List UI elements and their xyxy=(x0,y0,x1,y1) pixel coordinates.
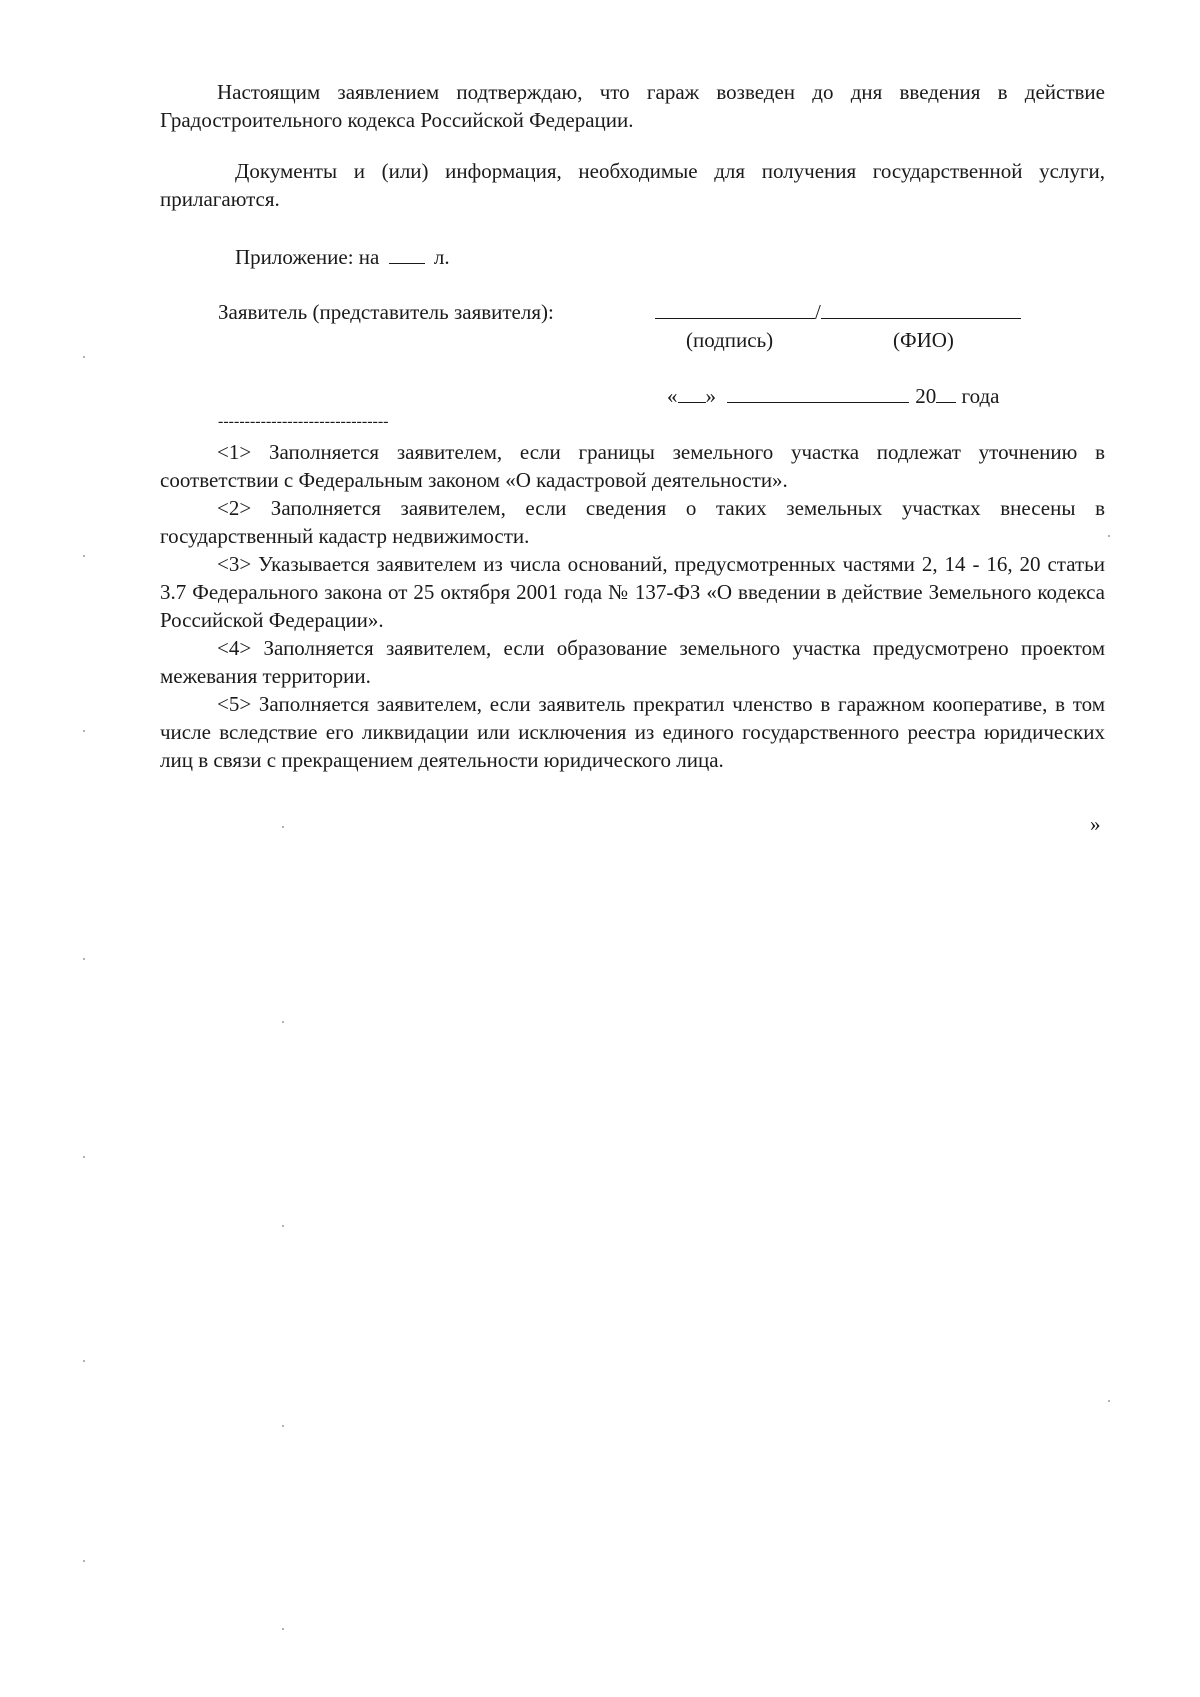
scan-speck xyxy=(282,1225,284,1227)
scan-speck xyxy=(282,1425,284,1427)
scan-speck xyxy=(1108,535,1110,537)
scan-speck xyxy=(83,1156,85,1158)
scan-speck xyxy=(83,730,85,732)
scan-speck xyxy=(282,1021,284,1023)
signature-caption: (подпись) xyxy=(686,328,774,352)
confirmation-paragraph xyxy=(160,78,1105,134)
fio-blank xyxy=(821,298,1021,319)
scan-speck xyxy=(83,1560,85,1562)
scan-speck xyxy=(83,1360,85,1362)
date-year-prefix: 20 xyxy=(915,384,937,408)
date-month-blank xyxy=(727,382,909,403)
documents-paragraph xyxy=(160,157,1105,213)
footnotes xyxy=(160,438,1105,774)
signature-line xyxy=(655,298,1021,326)
scan-speck xyxy=(282,1628,284,1630)
footnote-3: <3> Указывается заявителем из числа оснований, предусмотренных частями 2, 14 - 16, 20 статьи 3.7 Федерального закона от 25 октября 2001 года № 137-ФЗ «О введении в действие Земельного кодекса Российской Федерации». xyxy=(160,552,1105,632)
date-close-quote: » xyxy=(705,384,716,408)
attachment-line xyxy=(235,243,450,271)
attachment-suffix: л. xyxy=(433,245,450,269)
signature-blank xyxy=(655,298,815,319)
date-year-blank xyxy=(936,382,956,403)
date-day-blank xyxy=(678,382,706,403)
footnote-separator: -------------------------------- xyxy=(218,413,389,430)
scan-speck xyxy=(83,356,85,358)
fio-caption: (ФИО) xyxy=(893,328,954,352)
footnote-1: <1> Заполняется заявителем, если границы земельного участка подлежат уточнению в соответствии с Федеральным законом «О кадастровой деятельности». xyxy=(160,440,1105,492)
applicant-label: Заявитель (представитель заявителя): xyxy=(218,300,554,324)
date-open-quote: « xyxy=(667,384,678,408)
documents-text: Документы и (или) информация, необходимые для получения государственной услуги, прилагаются. xyxy=(160,159,1105,211)
scan-speck xyxy=(83,958,85,960)
footnote-4: <4> Заполняется заявителем, если образование земельного участка предусмотрено проектом межевания территории. xyxy=(160,636,1105,688)
date-year-suffix: года xyxy=(961,384,1000,408)
footnote-2: <2> Заполняется заявителем, если сведения о таких земельных участках внесены в государственный кадастр недвижимости. xyxy=(160,496,1105,548)
attachment-prefix: Приложение: на xyxy=(235,245,380,269)
attachment-pages-blank xyxy=(389,243,425,264)
scan-speck xyxy=(282,826,284,828)
scan-speck xyxy=(83,555,85,557)
footnote-5: <5> Заполняется заявителем, если заявитель прекратил членство в гаражном кооперативе, в том числе вследствие его ликвидации или исключения из единого государственного реестра юридических лиц в связи с прекращением деятельности юридического лица. xyxy=(160,692,1105,772)
closing-quote: » xyxy=(1090,812,1101,836)
confirmation-text: Настоящим заявлением подтверждаю, что гараж возведен до дня введения в действие Градостроительного кодекса Российской Федерации. xyxy=(160,80,1105,132)
scan-speck xyxy=(1108,1400,1110,1402)
date-line xyxy=(667,382,1000,410)
signature-slash: / xyxy=(815,300,821,324)
